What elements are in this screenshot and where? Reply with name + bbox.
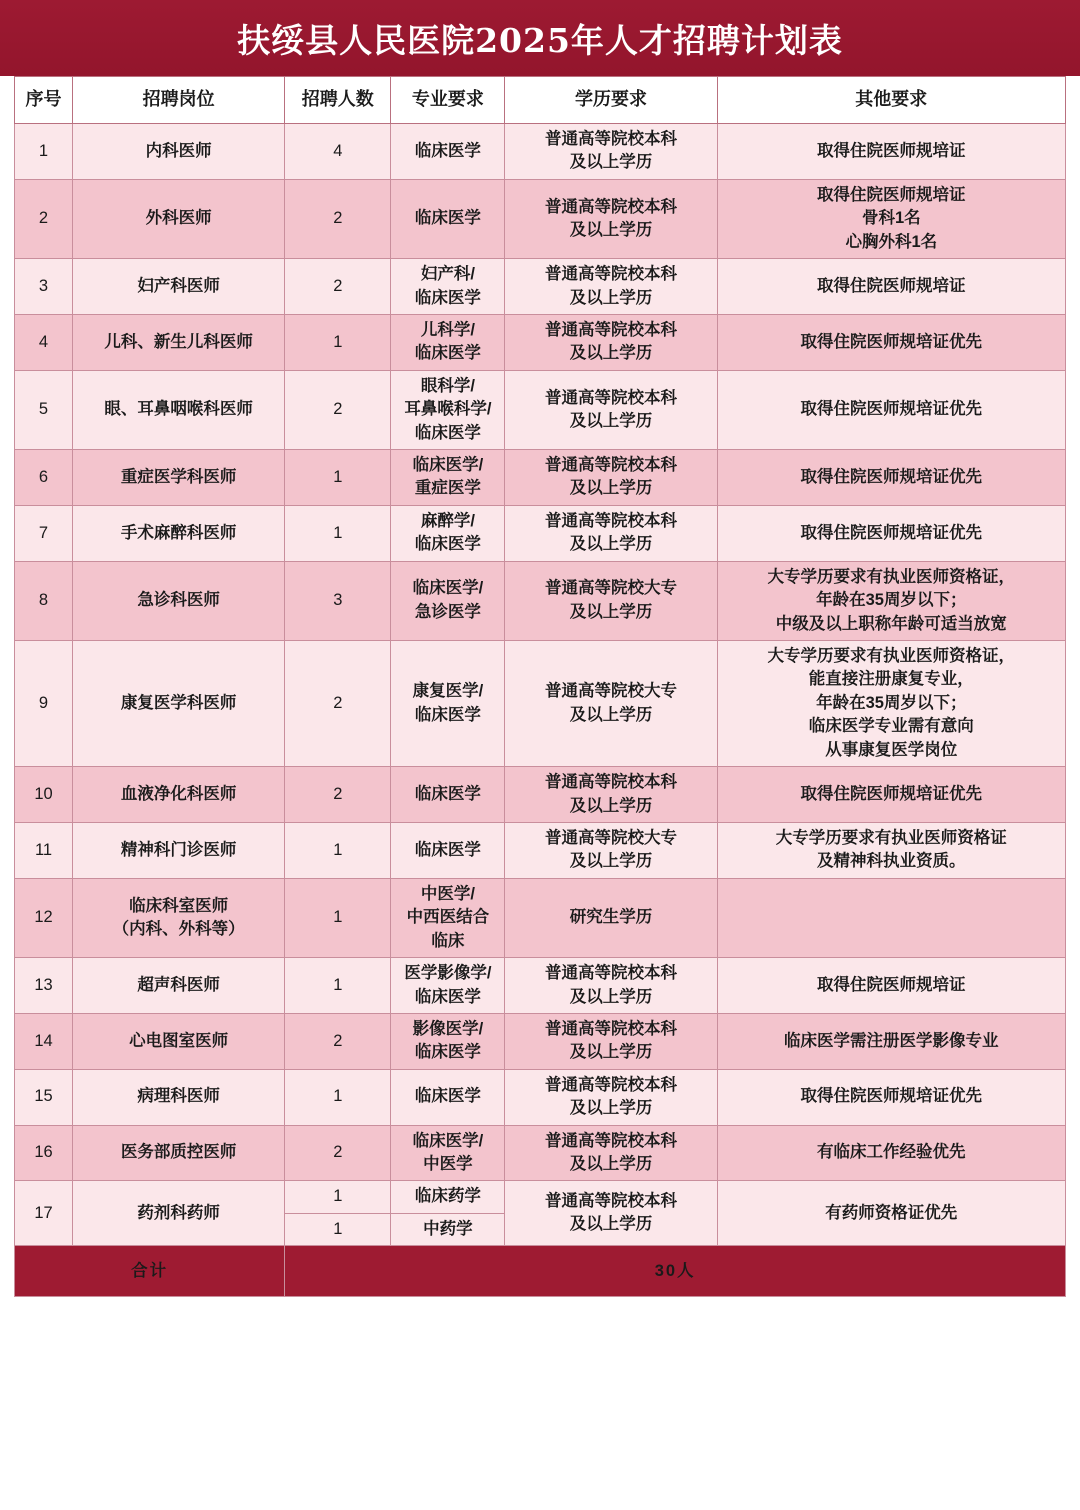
cell-other: 取得住院医师规培证 骨科1名 心胸外科1名 xyxy=(717,179,1065,258)
cell-post: 妇产科医师 xyxy=(73,259,285,315)
cell-num: 1 xyxy=(285,450,391,506)
cell-other: 取得住院医师规培证优先 xyxy=(717,1069,1065,1125)
cell-other: 有临床工作经验优先 xyxy=(717,1125,1065,1181)
cell-major: 中医学/ 中西医结合 临床 xyxy=(391,878,505,957)
page-title: 扶绥县人民医院2025年人才招聘计划表 xyxy=(237,20,843,60)
cell-no: 10 xyxy=(15,767,73,823)
cell-other: 有药师资格证优先 xyxy=(717,1181,1065,1246)
column-header-no: 序号 xyxy=(15,77,73,124)
column-header-num: 招聘人数 xyxy=(285,77,391,124)
cell-post: 药剂科药师 xyxy=(73,1181,285,1246)
cell-num: 2 xyxy=(285,259,391,315)
cell-no: 8 xyxy=(15,561,73,640)
cell-major: 影像医学/ 临床医学 xyxy=(391,1013,505,1069)
cell-num: 1 xyxy=(285,1069,391,1125)
cell-other: 取得住院医师规培证 xyxy=(717,259,1065,315)
table-body xyxy=(15,124,1066,1246)
summary-total: 30人 xyxy=(285,1246,1066,1297)
cell-major: 临床医学 xyxy=(391,179,505,258)
cell-edu: 普通高等院校本科 及以上学历 xyxy=(505,314,717,370)
cell-post: 手术麻醉科医师 xyxy=(73,505,285,561)
cell-major: 儿科学/ 临床医学 xyxy=(391,314,505,370)
column-header-post: 招聘岗位 xyxy=(73,77,285,124)
cell-no: 3 xyxy=(15,259,73,315)
cell-other xyxy=(717,878,1065,957)
cell-edu: 普通高等院校本科 及以上学历 xyxy=(505,1125,717,1181)
cell-num: 1 xyxy=(285,822,391,878)
column-header-other: 其他要求 xyxy=(717,77,1065,124)
table-row xyxy=(15,767,1066,823)
cell-edu: 普通高等院校本科 及以上学历 xyxy=(505,124,717,180)
cell-edu: 普通高等院校本科 及以上学历 xyxy=(505,1069,717,1125)
table-row xyxy=(15,259,1066,315)
cell-edu: 普通高等院校本科 及以上学历 xyxy=(505,1013,717,1069)
cell-major: 临床医学/ 急诊医学 xyxy=(391,561,505,640)
cell-num: 1 xyxy=(285,958,391,1014)
cell-post: 精神科门诊医师 xyxy=(73,822,285,878)
cell-major: 临床医学/ 重症医学 xyxy=(391,450,505,506)
cell-num: 2 xyxy=(285,179,391,258)
cell-major: 妇产科/ 临床医学 xyxy=(391,259,505,315)
cell-no: 11 xyxy=(15,822,73,878)
summary-label: 合计 xyxy=(15,1246,285,1297)
cell-no: 17 xyxy=(15,1181,73,1246)
cell-edu: 普通高等院校大专 及以上学历 xyxy=(505,561,717,640)
cell-other: 临床医学需注册医学影像专业 xyxy=(717,1013,1065,1069)
cell-post: 血液净化科医师 xyxy=(73,767,285,823)
cell-no: 1 xyxy=(15,124,73,180)
table-row xyxy=(15,1181,1066,1213)
table-row xyxy=(15,450,1066,506)
cell-edu: 普通高等院校本科 及以上学历 xyxy=(505,1181,717,1246)
cell-num: 1 xyxy=(285,1213,391,1245)
cell-no: 6 xyxy=(15,450,73,506)
cell-major: 眼科学/ 耳鼻喉科学/ 临床医学 xyxy=(391,370,505,449)
table-row xyxy=(15,1069,1066,1125)
table-row xyxy=(15,561,1066,640)
table-row xyxy=(15,641,1066,767)
cell-post: 超声科医师 xyxy=(73,958,285,1014)
cell-other: 大专学历要求有执业医师资格证， 能直接注册康复专业， 年龄在35周岁以下； 临床医学专业需有意向 从事康复医学岗位 xyxy=(717,641,1065,767)
cell-major: 临床医学 xyxy=(391,822,505,878)
cell-major: 中药学 xyxy=(391,1213,505,1245)
cell-major: 临床医学/ 中医学 xyxy=(391,1125,505,1181)
cell-num: 1 xyxy=(285,1181,391,1213)
cell-edu: 普通高等院校本科 及以上学历 xyxy=(505,450,717,506)
cell-no: 13 xyxy=(15,958,73,1014)
cell-no: 14 xyxy=(15,1013,73,1069)
table-row xyxy=(15,822,1066,878)
cell-major: 临床药学 xyxy=(391,1181,505,1213)
cell-num: 1 xyxy=(285,505,391,561)
cell-major: 临床医学 xyxy=(391,124,505,180)
table-row xyxy=(15,878,1066,957)
cell-post: 临床科室医师 （内科、外科等） xyxy=(73,878,285,957)
cell-edu: 普通高等院校本科 及以上学历 xyxy=(505,958,717,1014)
column-header-edu: 学历要求 xyxy=(505,77,717,124)
cell-other: 取得住院医师规培证优先 xyxy=(717,370,1065,449)
cell-post: 心电图室医师 xyxy=(73,1013,285,1069)
cell-other: 取得住院医师规培证优先 xyxy=(717,450,1065,506)
cell-no: 2 xyxy=(15,179,73,258)
cell-num: 2 xyxy=(285,1013,391,1069)
cell-num: 1 xyxy=(285,878,391,957)
cell-edu: 普通高等院校大专 及以上学历 xyxy=(505,822,717,878)
cell-other: 取得住院医师规培证优先 xyxy=(717,505,1065,561)
table-row xyxy=(15,314,1066,370)
cell-num: 1 xyxy=(285,314,391,370)
table-row xyxy=(15,124,1066,180)
cell-post: 医务部质控医师 xyxy=(73,1125,285,1181)
page-title-bar xyxy=(0,0,1080,76)
cell-edu: 普通高等院校本科 及以上学历 xyxy=(505,370,717,449)
table-row xyxy=(15,370,1066,449)
cell-edu: 普通高等院校本科 及以上学历 xyxy=(505,505,717,561)
cell-num: 3 xyxy=(285,561,391,640)
cell-major: 麻醉学/ 临床医学 xyxy=(391,505,505,561)
cell-major: 临床医学 xyxy=(391,767,505,823)
cell-num: 2 xyxy=(285,370,391,449)
cell-no: 4 xyxy=(15,314,73,370)
cell-post: 急诊科医师 xyxy=(73,561,285,640)
table-header xyxy=(15,77,1066,124)
recruitment-plan-table xyxy=(14,76,1066,1297)
cell-no: 16 xyxy=(15,1125,73,1181)
cell-other: 取得住院医师规培证 xyxy=(717,124,1065,180)
cell-no: 15 xyxy=(15,1069,73,1125)
cell-post: 内科医师 xyxy=(73,124,285,180)
table-header-row xyxy=(15,77,1066,124)
cell-major: 医学影像学/ 临床医学 xyxy=(391,958,505,1014)
cell-other: 大专学历要求有执业医师资格证， 年龄在35周岁以下； 中级及以上职称年龄可适当放宽 xyxy=(717,561,1065,640)
cell-other: 取得住院医师规培证优先 xyxy=(717,767,1065,823)
cell-num: 2 xyxy=(285,641,391,767)
cell-no: 12 xyxy=(15,878,73,957)
cell-other: 取得住院医师规培证优先 xyxy=(717,314,1065,370)
column-header-major: 专业要求 xyxy=(391,77,505,124)
cell-num: 2 xyxy=(285,767,391,823)
cell-other: 大专学历要求有执业医师资格证 及精神科执业资质。 xyxy=(717,822,1065,878)
cell-no: 9 xyxy=(15,641,73,767)
cell-major: 临床医学 xyxy=(391,1069,505,1125)
cell-edu: 研究生学历 xyxy=(505,878,717,957)
cell-post: 眼、耳鼻咽喉科医师 xyxy=(73,370,285,449)
cell-post: 儿科、新生儿科医师 xyxy=(73,314,285,370)
cell-edu: 普通高等院校大专 及以上学历 xyxy=(505,641,717,767)
cell-num: 2 xyxy=(285,1125,391,1181)
cell-post: 重症医学科医师 xyxy=(73,450,285,506)
cell-post: 康复医学科医师 xyxy=(73,641,285,767)
cell-post: 外科医师 xyxy=(73,179,285,258)
cell-no: 7 xyxy=(15,505,73,561)
table-row xyxy=(15,1125,1066,1181)
cell-edu: 普通高等院校本科 及以上学历 xyxy=(505,179,717,258)
cell-edu: 普通高等院校本科 及以上学历 xyxy=(505,767,717,823)
cell-no: 5 xyxy=(15,370,73,449)
cell-major: 康复医学/ 临床医学 xyxy=(391,641,505,767)
cell-num: 4 xyxy=(285,124,391,180)
summary-row xyxy=(15,1246,1066,1297)
table-row xyxy=(15,958,1066,1014)
table-row xyxy=(15,505,1066,561)
cell-other: 取得住院医师规培证 xyxy=(717,958,1065,1014)
cell-post: 病理科医师 xyxy=(73,1069,285,1125)
table-footer xyxy=(15,1246,1066,1297)
table-row xyxy=(15,179,1066,258)
cell-edu: 普通高等院校本科 及以上学历 xyxy=(505,259,717,315)
table-row xyxy=(15,1013,1066,1069)
